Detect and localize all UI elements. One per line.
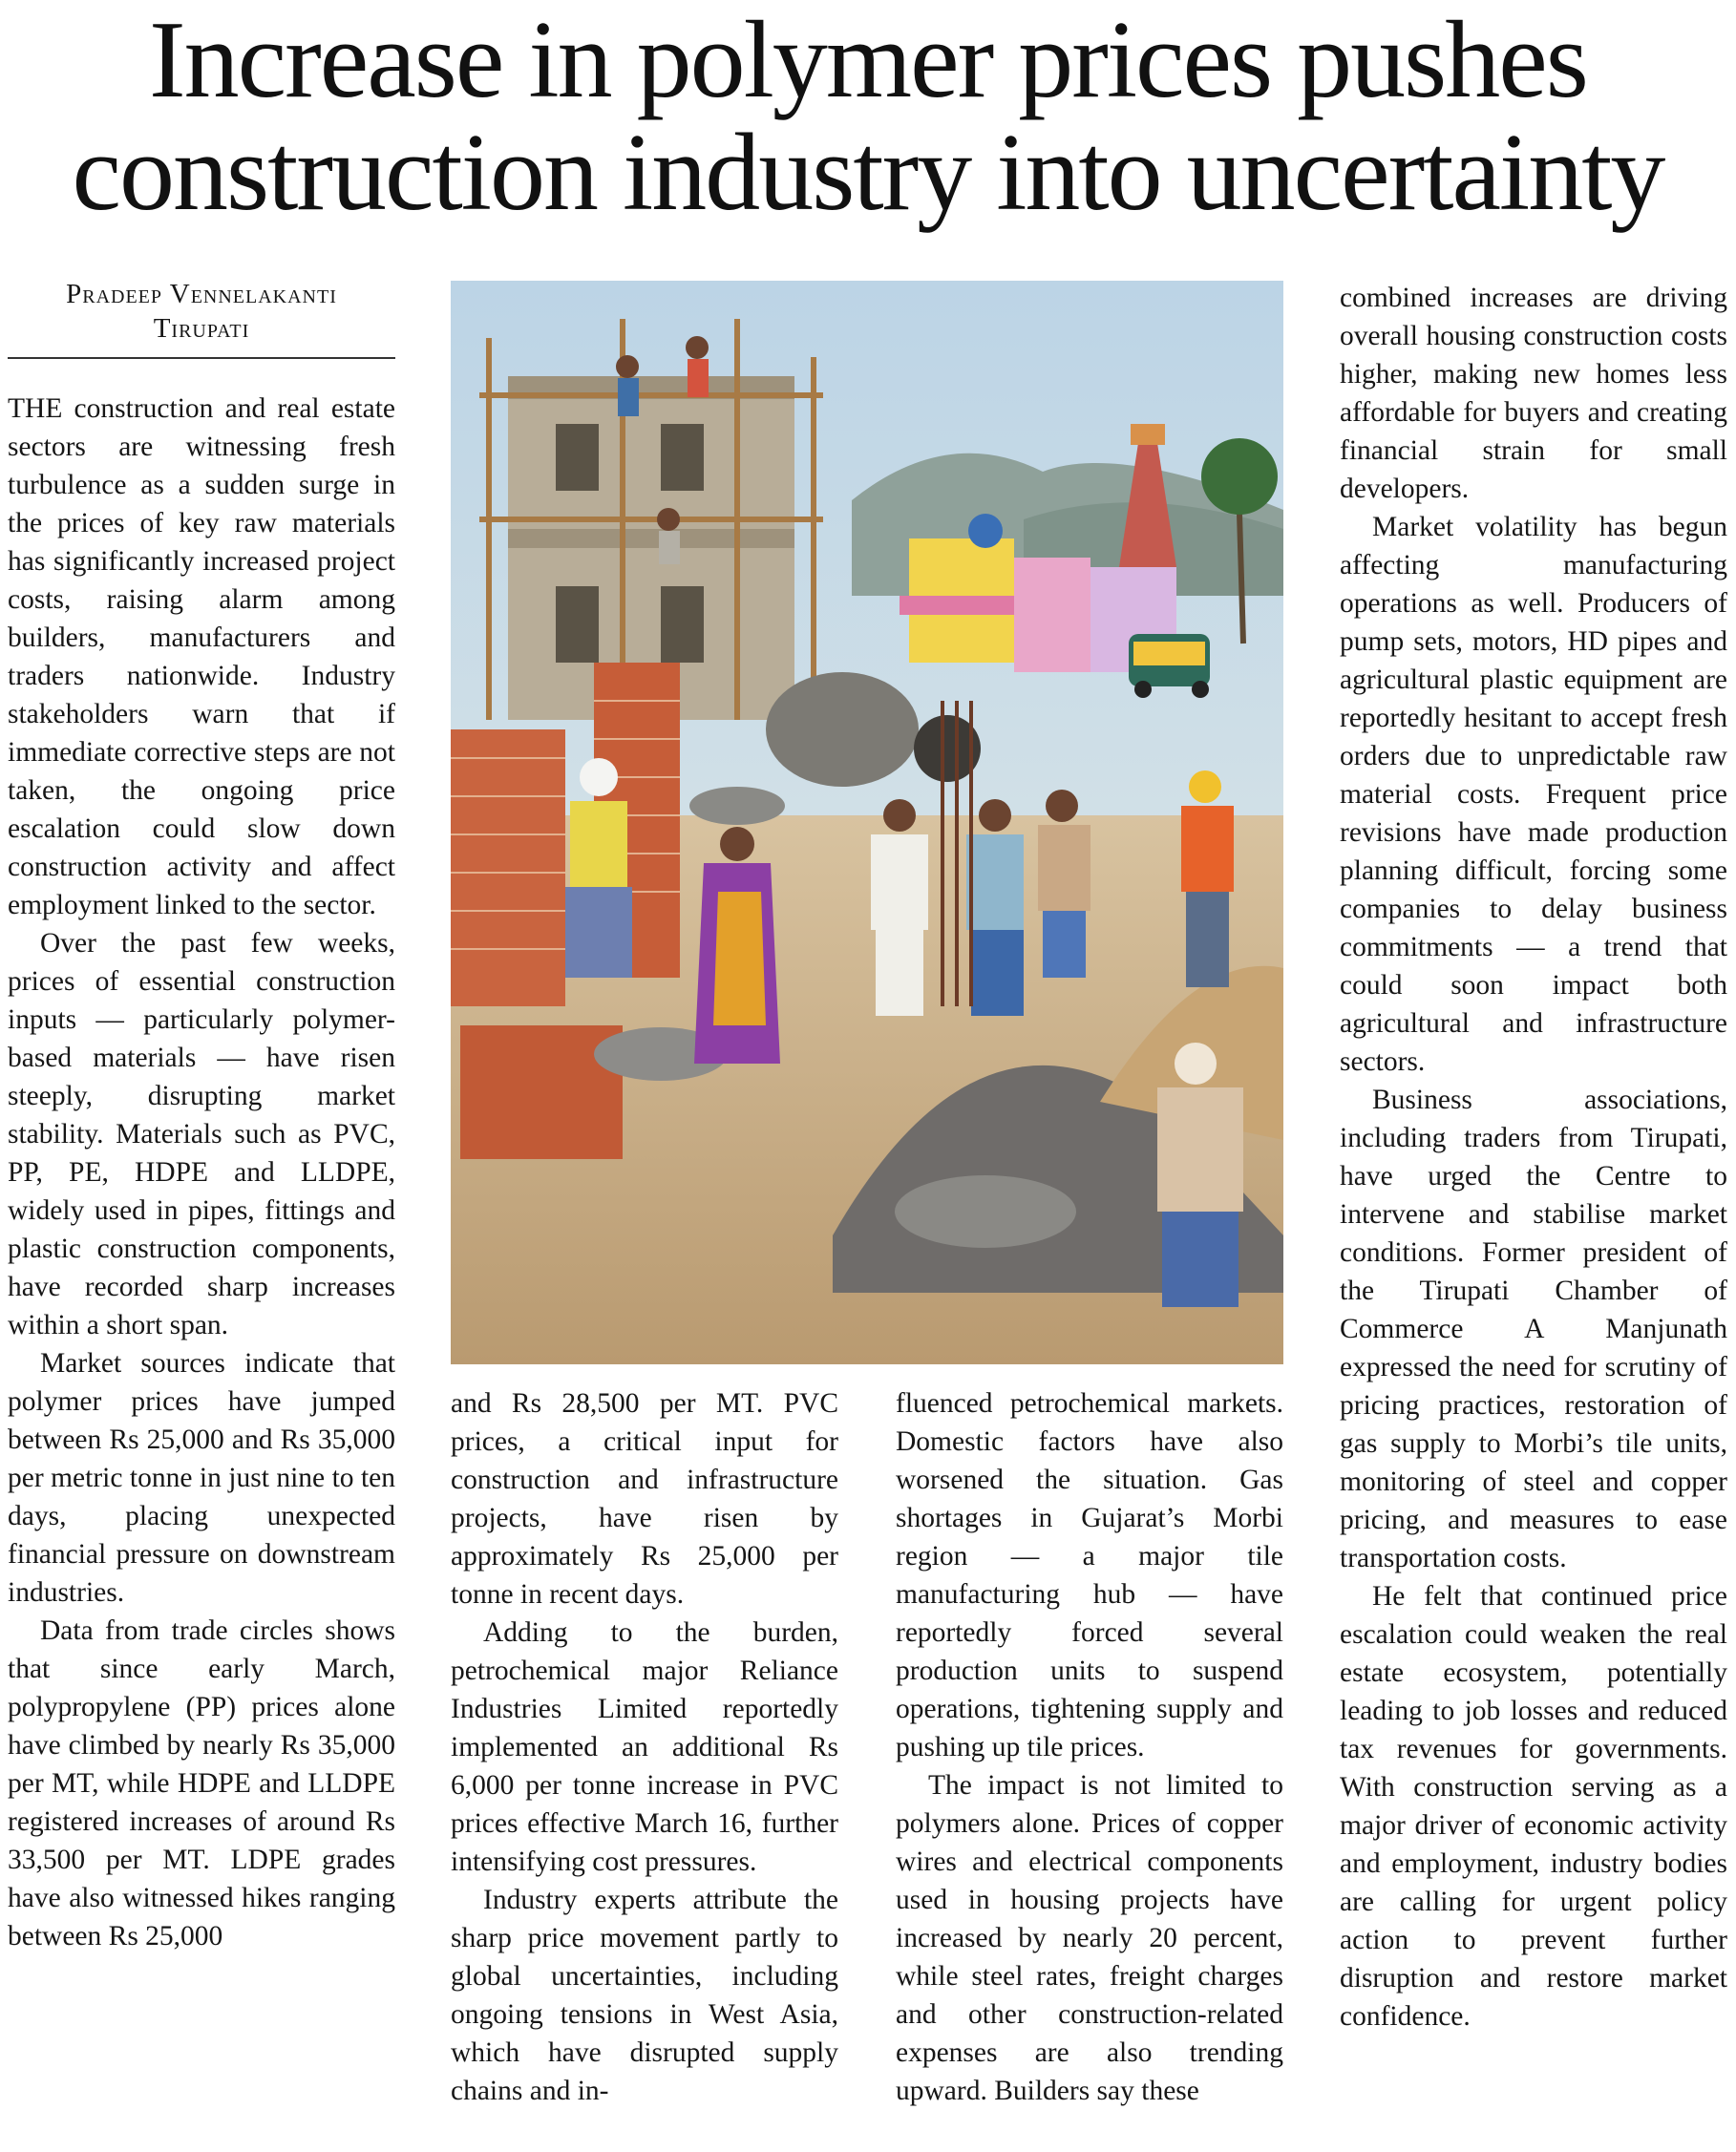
article-column-1 [8,390,395,2146]
article-column-4 [1340,279,1727,2146]
column1-paragraph-1: THE construction and real estate sectors are witnessing fresh turbulence as a sudden surge in the prices of key raw materials has significantly increased project costs, raising alarm among builders, manufacturers and traders nationwide. Industry stakeholders warn that if immediate corrective steps are not taken, the ongoing price escalation could slow down construction activity and affect employment linked to the sector. [8,393,395,920]
column2-paragraph-2: Adding to the burden, petrochemical major Reliance Industries Limited reportedly implemented an additional Rs 6,000 per tonne increase in PVC prices effective March 16, further intensifying cost pressures. [451,1617,838,1877]
article-column-2 [451,1384,838,2146]
byline-location: Tirupati [153,313,250,344]
headline-line-2: construction industry into uncertainty [72,112,1664,234]
column2-paragraph-3: Industry experts attribute the sharp price movement partly to global uncertainties, including ongoing tensions in West Asia, which have disrupted supply chains and in- [451,1885,838,2106]
byline [8,277,395,359]
column1-paragraph-2: Over the past few weeks, prices of essential construction inputs — particularly polymer-based materials — have risen steeply, disrupting market stability. Materials such as PVC, PP, PE, HDPE and LLDPE, widely used in pipes, fittings and plastic construction components, have recorded sharp increases within a short span. [8,928,395,1340]
column4-paragraph-3: Business associations, including traders from Tirupati, have urged the Centre to intervene and stabilise market conditions. Former president of the Tirupati Chamber of Commerce A Manjunath expressed the need for scrutiny of pricing practices, restoration of gas supply to Morbi’s tile units, monitoring of steel and copper pricing, and measures to ease transportation costs. [1340,1085,1727,1573]
headline-line-1: Increase in polymer prices pushes [149,0,1587,121]
article-column-3 [896,1384,1283,2146]
byline-author: Pradeep Vennelakanti [66,279,337,309]
column3-paragraph-2: The impact is not limited to polymers alone. Prices of copper wires and electrical components used in housing projects have increased by nearly 20 percent, while steel rates, freight charges and other construction-related expenses are also trending upward. Builders say these [896,1770,1283,2106]
column1-paragraph-3: Market sources indicate that polymer prices have jumped between Rs 25,000 and Rs 35,000 per metric tonne in just nine to ten days, placing unexpected financial pressure on downstream industries. [8,1348,395,1608]
column4-paragraph-2: Market volatility has begun affecting manufacturing operations as well. Producers of pump sets, motors, HD pipes and agricultural plastic equipment are reportedly hesitant to accept fresh orders due to unpredictable raw material costs. Frequent price revisions have made production planning difficult, forcing some companies to delay business commitments — a trend that could soon impact both agricultural and infrastructure sectors. [1340,512,1727,1077]
column2-paragraph-1: and Rs 28,500 per MT. PVC prices, a critical input for construction and infrastructure projects, have risen by approximately Rs 25,000 per tonne in recent days. [451,1388,838,1610]
construction-site-photo [451,281,1283,1364]
column4-paragraph-4: He felt that continued price escalation could weaken the real estate ecosystem, potentially leading to job losses and reduced tax revenues for governments. With construction serving as a major driver of economic activity and employment, industry bodies are calling for urgent policy action to prevent further disruption and restore market confidence. [1340,1581,1727,2032]
column4-paragraph-1: combined increases are driving overall housing construction costs higher, making new homes less affordable for buyers and creating financial strain for small developers. [1340,283,1727,504]
column1-paragraph-4: Data from trade circles shows that since early March, polypropylene (PP) prices alone have climbed by nearly Rs 35,000 per MT, while HDPE and LLDPE registered increases of around Rs 33,500 per MT. LDPE grades have also witnessed hikes ranging between Rs 25,000 [8,1615,395,1952]
headline [0,0,1736,234]
column3-paragraph-1: fluenced petrochemical markets. Domestic factors have also worsened the situation. Gas shortages in Gujarat’s Morbi region — a major tile manufacturing hub — have reportedly forced several production units to suspend operations, tightening supply and pushing up tile prices. [896,1388,1283,1762]
